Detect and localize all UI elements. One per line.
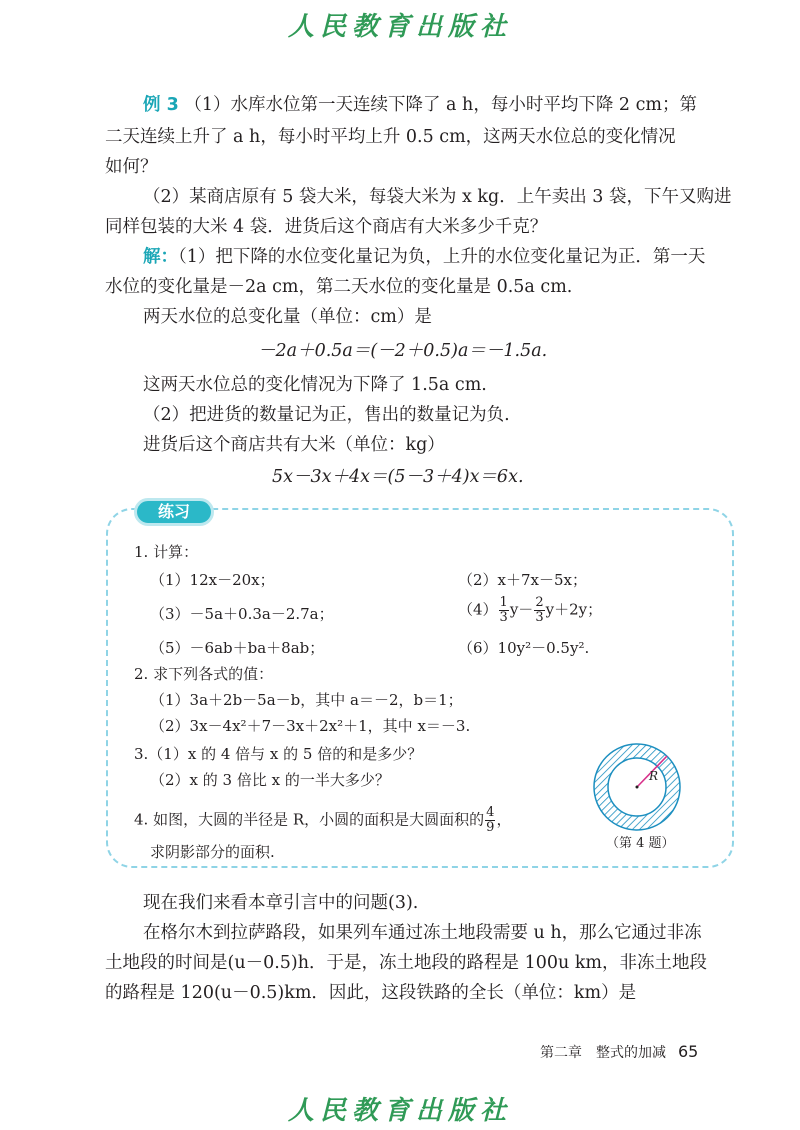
- publisher-watermark-bottom: 人民教育出版社: [287, 1096, 512, 1126]
- question-3-1: 3.（1）x 的 4 倍与 x 的 5 倍的和是多少？: [134, 745, 423, 763]
- question-3-2: （2）x 的 3 倍比 x 的一半大多少？: [150, 771, 390, 789]
- solution-line-1: [143, 246, 705, 268]
- question-1-6: （6）10y²－0.5y².: [458, 639, 590, 657]
- solution-label: 解：: [143, 247, 178, 267]
- example-text-1: （1）水库水位第一天连续下降了 a h，每小时平均下降 2 cm；第: [184, 95, 697, 115]
- question-4-suffix: ，: [496, 810, 512, 829]
- radius-label: R: [649, 769, 659, 783]
- fraction-numerator: 2: [535, 595, 544, 610]
- annulus-figure: [592, 742, 682, 832]
- example-line-2: 二天连续上升了 a h，每小时平均上升 0.5 cm，这两天水位总的变化情况: [105, 127, 676, 147]
- figure-caption: （第 4 题）: [606, 836, 675, 851]
- example-line-4: （2）某商店原有 5 袋大米，每袋大米为 x kg．上午卖出 3 袋，下午又购进: [143, 187, 732, 207]
- body-line-1: 现在我们来看本章引言中的问题(3).: [143, 893, 419, 913]
- question-1-2: （2）x＋7x－5x；: [458, 571, 588, 589]
- question-1: 1. 计算：: [134, 543, 199, 561]
- body-line-4: 的路程是 120(u－0.5)km．因此，这段铁路的全长（单位：km）是: [105, 983, 637, 1003]
- question-4-line-1: [134, 806, 511, 835]
- question-4-line-2: 求阴影部分的面积.: [150, 843, 275, 861]
- question-1-4: [458, 596, 602, 625]
- question-1-4-middle: y－: [509, 600, 534, 619]
- solution-line-4: 这两天水位总的变化情况为下降了 1.5a cm.: [143, 375, 487, 395]
- fraction-denominator: 3: [499, 610, 508, 625]
- body-line-2: 在格尔木到拉萨路段，如果列车通过冻土地段需要 u h，那么它通过非冻: [143, 923, 702, 943]
- equation-2: 5x－3x＋4x＝(5－3＋4)x＝6x.: [272, 467, 524, 487]
- solution-text-1: （1）把下降的水位变化量记为负，上升的水位变化量记为正．第一天: [178, 247, 706, 267]
- question-1-5: （5）－6ab＋ba＋8ab；: [150, 639, 325, 657]
- example-label: 例 3: [143, 95, 179, 115]
- example-line-3: 如何？: [105, 157, 158, 177]
- solution-line-5: （2）把进货的数量记为正，售出的数量记为负.: [143, 405, 510, 425]
- page-footer: [540, 1042, 698, 1062]
- fraction-numerator: 4: [486, 805, 495, 820]
- solution-line-3: 两天水位的总变化量（单位：cm）是: [143, 307, 432, 327]
- fraction-denominator: 3: [535, 610, 544, 625]
- fraction-one-third: [499, 596, 509, 625]
- equation-1: －2a＋0.5a＝(－2＋0.5)a＝－1.5a.: [258, 341, 548, 361]
- solution-line-2: 水位的变化量是－2a cm，第二天水位的变化量是 0.5a cm.: [105, 277, 573, 297]
- fraction-four-ninths: [485, 806, 495, 835]
- question-2-1: （1）3a＋2b－5a－b，其中 a＝－2，b＝1；: [150, 691, 463, 709]
- fraction-denominator: 9: [486, 820, 495, 835]
- annulus-svg: [592, 742, 682, 832]
- fraction-two-thirds: [534, 596, 544, 625]
- publisher-watermark-top: 人民教育出版社: [287, 12, 512, 42]
- center-point: [636, 786, 639, 789]
- question-1-4-suffix: y＋2y；: [545, 600, 603, 619]
- practice-title: 练习: [134, 498, 214, 526]
- fraction-numerator: 1: [499, 595, 508, 610]
- question-1-4-prefix: （4）: [458, 600, 498, 619]
- question-1-1: （1）12x－20x；: [150, 571, 275, 589]
- page-number: 65: [678, 1042, 699, 1061]
- question-2: 2. 求下列各式的值：: [134, 665, 274, 683]
- question-2-2: （2）3x－4x²＋7－3x＋2x²＋1，其中 x＝－3.: [150, 717, 471, 735]
- example-line-1: [143, 94, 697, 116]
- chapter-title: 第二章 整式的加减: [540, 1045, 666, 1061]
- solution-line-6: 进货后这个商店共有大米（单位：kg）: [143, 435, 445, 455]
- body-line-3: 土地段的时间是(u－0.5)h．于是，冻土地段的路程是 100u km，非冻土地段: [105, 953, 708, 973]
- question-1-3: （3）－5a＋0.3a－2.7a；: [150, 605, 334, 623]
- question-4-prefix: 4. 如图，大圆的半径是 R，小圆的面积是大圆面积的: [134, 810, 485, 829]
- example-line-5: 同样包装的大米 4 袋．进货后这个商店有大米多少千克？: [105, 217, 548, 237]
